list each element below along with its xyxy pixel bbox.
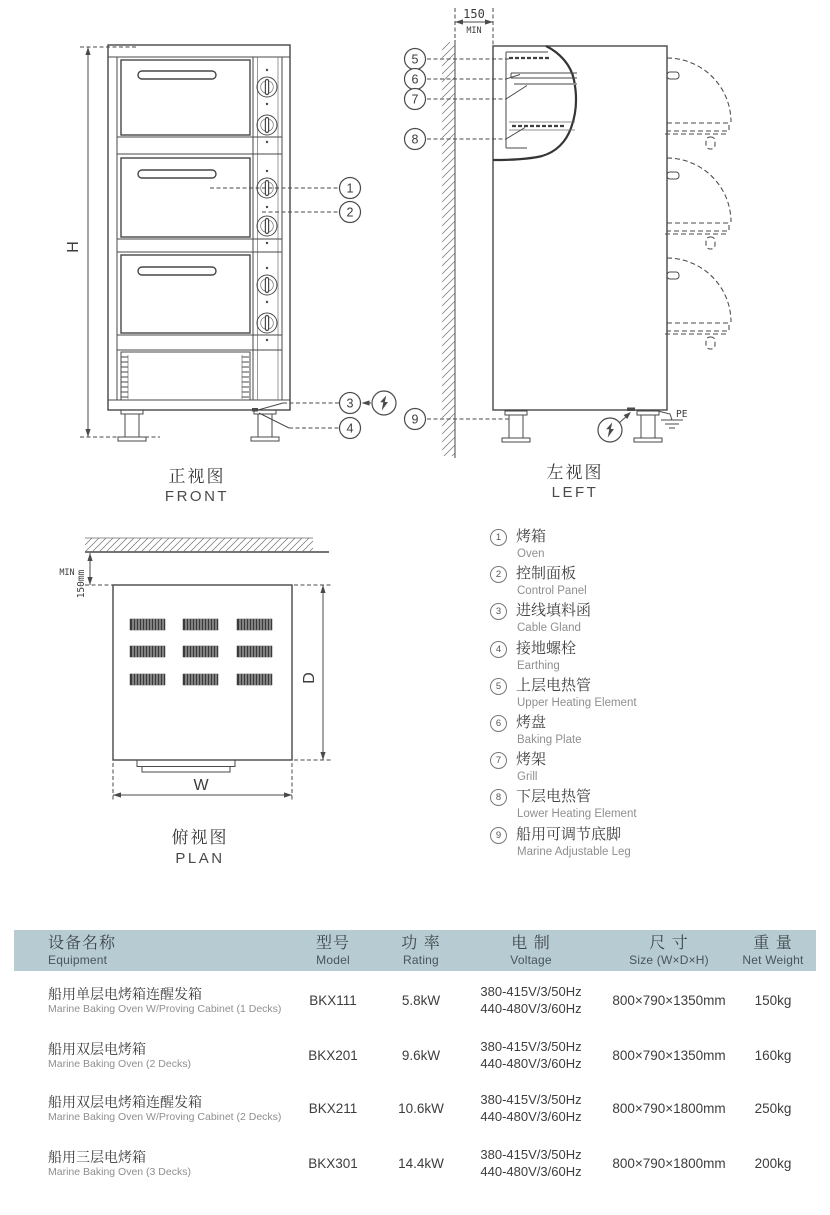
front-view-title-en: FRONT [164, 488, 230, 505]
equipment-name-en: Marine Baking Oven W/Proving Cabinet (1 Decks) [48, 1002, 282, 1015]
equipment-name-zh: 船用三层电烤箱 [48, 1148, 146, 1165]
size-cell: 800×790×1350mm [612, 992, 726, 1008]
rating-cell: 5.8kW [401, 992, 441, 1008]
equipment-name-en: Marine Baking Oven (2 Decks) [48, 1057, 191, 1070]
header-rating-zh: 功 率 [401, 935, 441, 952]
equipment-name-zh: 船用双层电烤箱 [48, 1040, 146, 1057]
legend-label-zh: 烤箱 [516, 528, 547, 545]
header-equipment-zh: 设备名称 [48, 935, 117, 952]
legend-label-en: Upper Heating Element [517, 696, 637, 709]
col-rating [378, 934, 464, 967]
dim-h-label: H [65, 241, 82, 253]
legend-item-grill [490, 751, 820, 788]
front-view [65, 45, 396, 505]
legend-item-adjustable-leg [490, 826, 820, 863]
svg-text:5: 5 [411, 52, 419, 67]
legend-label-en: Grill [517, 771, 538, 784]
rating-cell: 9.6kW [401, 1047, 441, 1063]
legend-item-lower-heating-element [490, 788, 820, 825]
legend-label-en: Lower Heating Element [517, 808, 637, 821]
clearance-dimension [59, 553, 114, 598]
proving-cabinet [121, 352, 250, 400]
legend-label-zh: 上层电热管 [516, 676, 592, 694]
callout-2 [340, 202, 361, 223]
legend-label-zh: 烤架 [516, 751, 547, 769]
width-dimension [113, 763, 292, 801]
left-view-front-leg [502, 411, 530, 442]
svg-text:2: 2 [346, 205, 354, 220]
equipment-name-en: Marine Baking Oven W/Proving Cabinet (2 Decks) [48, 1110, 282, 1123]
model-cell: BKX111 [309, 992, 357, 1008]
voltage-60hz: 440-480V/3/60Hz [480, 1164, 582, 1179]
legend-label-zh: 进线填料函 [516, 602, 592, 620]
header-voltage-zh: 电 制 [511, 935, 551, 952]
legend-number: 6 [490, 715, 507, 732]
cable-gland-mark [252, 408, 258, 412]
voltage-cell [464, 1091, 598, 1125]
legend-item-earthing [490, 640, 820, 677]
legend-item-oven [490, 528, 820, 565]
model-cell: BKX201 [308, 1047, 358, 1063]
plan-view [59, 538, 333, 867]
legend-label-en: Oven [517, 548, 545, 560]
voltage-60hz: 440-480V/3/60Hz [480, 1001, 582, 1016]
header-size-zh: 尺 寸 [649, 935, 689, 952]
header-size-en: Size (W×D×H) [629, 953, 709, 967]
header-equipment-en: Equipment [48, 953, 108, 967]
voltage-50hz: 380-415V/3/50Hz [480, 984, 582, 999]
cable-gland-mark [627, 408, 635, 412]
equipment-name-zh: 船用单层电烤箱连醒发箱 [48, 985, 202, 1002]
col-weight [740, 934, 806, 967]
rating-cell: 14.4kW [398, 1155, 444, 1171]
svg-text:9: 9 [411, 412, 419, 427]
voltage-50hz: 380-415V/3/50Hz [480, 1092, 582, 1107]
model-cell: BKX301 [308, 1155, 358, 1171]
weight-cell: 160kg [754, 1047, 792, 1063]
legend-label-zh: 烤盘 [516, 713, 547, 731]
door-swing-3 [665, 258, 731, 349]
svg-text:6: 6 [411, 72, 419, 87]
oven-door-2 [121, 158, 250, 237]
front-left-leg [118, 410, 146, 441]
col-model [288, 934, 378, 967]
callout-6 [405, 69, 426, 90]
height-dimension [65, 47, 160, 437]
voltage-cell [464, 1038, 598, 1072]
legend-number: 3 [490, 603, 507, 620]
door-swing-2 [665, 158, 731, 249]
voltage-cell [464, 1146, 598, 1180]
table-header [14, 930, 816, 971]
door-swing-1 [665, 58, 731, 149]
plan-view-title-en: PLAN [175, 850, 225, 867]
front-view-title-zh: 正视图 [168, 467, 226, 486]
oven-door-1 [121, 60, 250, 135]
front-right-leg [251, 410, 279, 441]
plan-view-title-zh: 俯视图 [171, 828, 229, 847]
header-model-zh: 型号 [315, 935, 350, 952]
parts-legend [490, 528, 820, 863]
depth-dimension [294, 585, 333, 760]
dim-min-label: MIN [59, 568, 75, 578]
svg-text:3: 3 [346, 396, 354, 411]
equipment-name-zh: 船用双层电烤箱连醒发箱 [48, 1093, 202, 1110]
weight-cell: 150kg [754, 992, 792, 1008]
legend-label-zh: 船用可调节底脚 [516, 825, 622, 843]
legend-number: 9 [490, 827, 507, 844]
header-model-en: Model [316, 953, 350, 967]
callout-5 [405, 49, 426, 70]
header-voltage-en: Voltage [510, 953, 552, 967]
table-row [0, 974, 830, 1026]
svg-text:4: 4 [346, 421, 354, 436]
dim-d-label: D [301, 672, 318, 684]
oven-cutaway-detail [493, 46, 577, 160]
dim-150mm-label: 150mm [76, 569, 87, 599]
col-voltage [464, 934, 598, 967]
dim-min-label: MIN [466, 26, 482, 36]
header-weight-en: Net Weight [742, 953, 804, 967]
oven-door-3 [121, 255, 250, 333]
table-row [0, 1082, 830, 1134]
callout-4 [340, 418, 361, 439]
table-row [0, 1137, 830, 1189]
electrical-connection-icon [598, 412, 631, 442]
legend-label-en: Control Panel [517, 585, 587, 598]
callout-1 [340, 178, 361, 199]
header-rating-en: Rating [403, 953, 439, 967]
table-row [0, 1029, 830, 1081]
size-cell: 800×790×1350mm [612, 1047, 726, 1063]
legend-number: 1 [490, 529, 507, 546]
legend-label-en: Marine Adjustable Leg [517, 845, 631, 858]
callout-3 [340, 393, 361, 414]
left-view-title-zh: 左视图 [546, 463, 604, 482]
dim-150-label: 150 [463, 7, 485, 21]
voltage-60hz: 440-480V/3/60Hz [480, 1109, 582, 1124]
callout-7 [405, 89, 426, 110]
electrical-connection-icon [362, 391, 397, 415]
lower-heating-element [509, 122, 575, 130]
col-size [598, 934, 740, 967]
vent-grilles [130, 619, 272, 685]
header-weight-zh: 重 量 [753, 935, 793, 952]
legend-label-en: Cable Gland [517, 622, 581, 635]
callout-9 [405, 409, 426, 430]
legend-label-en: Earthing [517, 659, 560, 672]
voltage-60hz: 440-480V/3/60Hz [480, 1056, 582, 1071]
legend-number: 4 [490, 641, 507, 658]
equipment-name-en: Marine Baking Oven (3 Decks) [48, 1165, 191, 1178]
wall-hatch [442, 42, 455, 456]
left-view [405, 7, 732, 501]
legend-number: 2 [490, 566, 507, 583]
weight-cell: 200kg [754, 1155, 792, 1171]
legend-item-baking-plate [490, 714, 820, 751]
wall-hatch [85, 538, 313, 552]
callout-8 [405, 129, 426, 150]
clearance-dimension [455, 7, 493, 46]
pe-label: PE [676, 409, 688, 420]
control-knobs [257, 69, 277, 341]
left-view-rear-leg [634, 411, 662, 442]
dim-w-label: W [193, 777, 209, 794]
weight-cell: 250kg [754, 1100, 792, 1116]
svg-text:7: 7 [411, 92, 419, 107]
left-view-title-en: LEFT [551, 484, 599, 501]
baking-plate [511, 73, 577, 78]
legend-label-en: Baking Plate [517, 733, 582, 746]
voltage-50hz: 380-415V/3/50Hz [480, 1039, 582, 1054]
rating-cell: 10.6kW [398, 1100, 444, 1116]
legend-item-control-panel [490, 565, 820, 602]
legend-label-zh: 接地螺栓 [516, 639, 577, 657]
svg-text:1: 1 [346, 181, 354, 196]
voltage-cell [464, 983, 598, 1017]
legend-number: 7 [490, 752, 507, 769]
col-equipment [48, 934, 288, 967]
size-cell: 800×790×1800mm [612, 1155, 726, 1171]
svg-text:8: 8 [411, 132, 419, 147]
legend-number: 5 [490, 678, 507, 695]
legend-label-zh: 控制面板 [516, 565, 577, 583]
legend-item-upper-heating-element [490, 677, 820, 714]
legend-item-cable-gland [490, 602, 820, 639]
door-handle-top [137, 760, 235, 772]
model-cell: BKX211 [308, 1100, 358, 1116]
size-cell: 800×790×1800mm [612, 1100, 726, 1116]
legend-label-zh: 下层电热管 [516, 788, 592, 806]
legend-number: 8 [490, 789, 507, 806]
voltage-50hz: 380-415V/3/50Hz [480, 1147, 582, 1162]
